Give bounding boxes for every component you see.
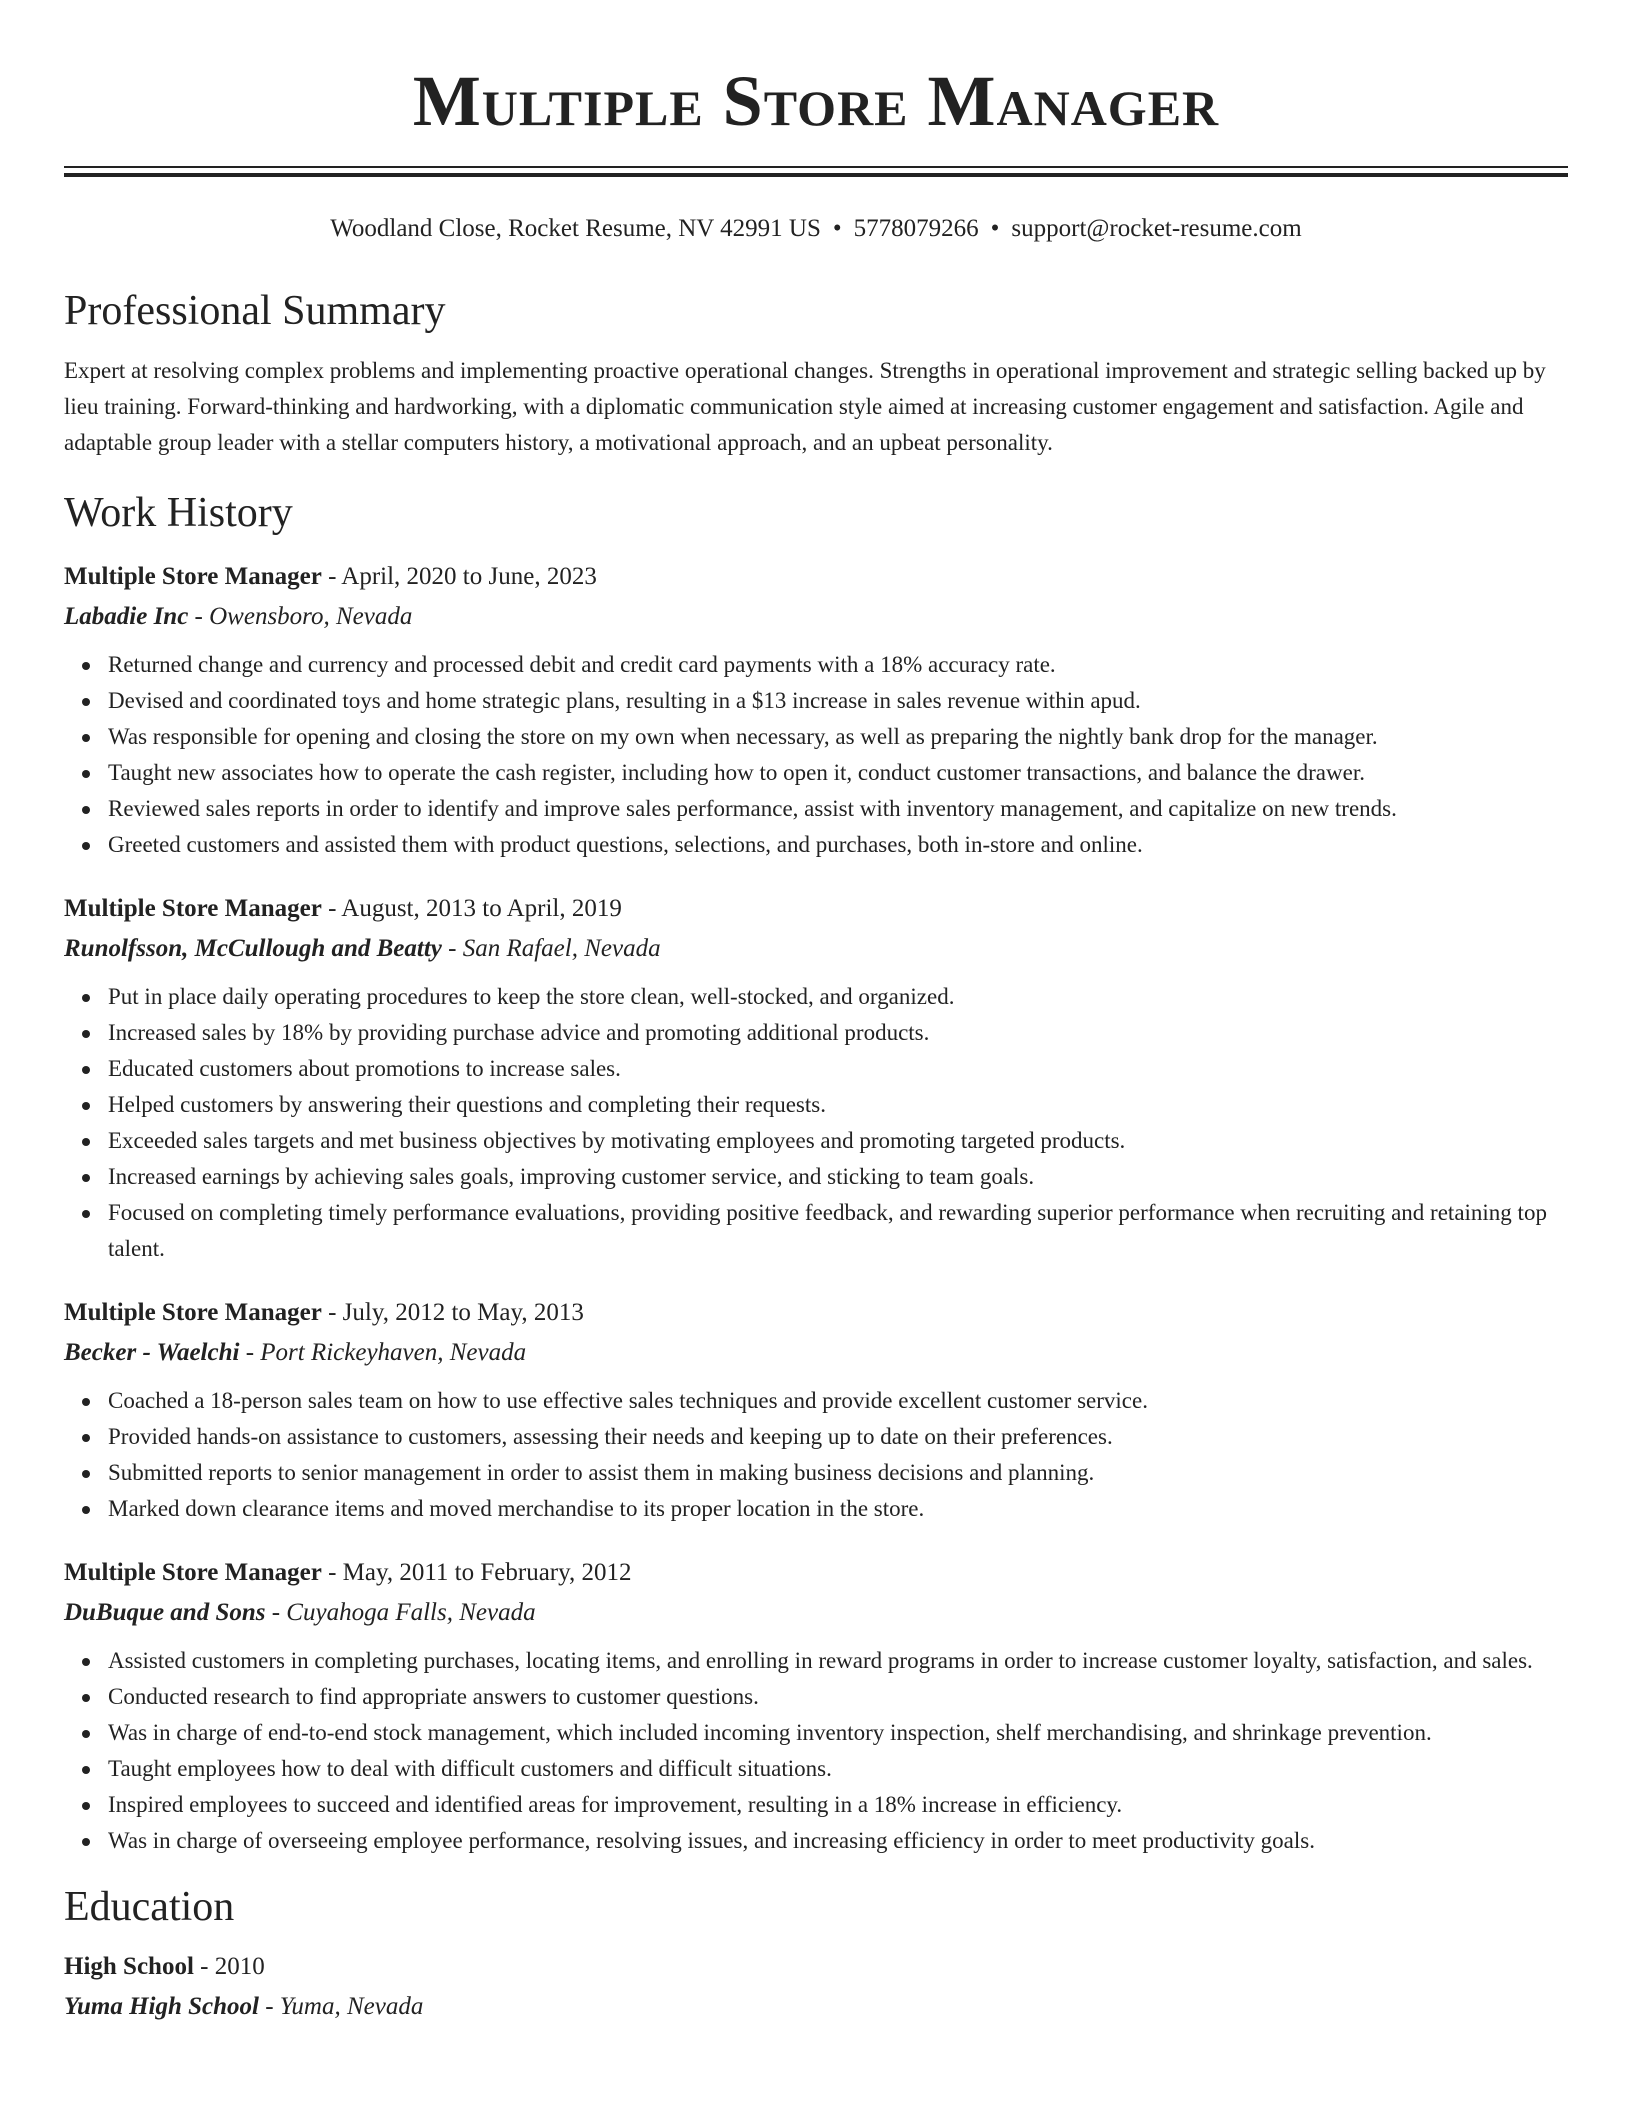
job-entry [64, 1293, 1568, 1527]
education-entry [64, 1947, 1568, 2027]
contact-email[interactable]: support@rocket-resume.com [1011, 215, 1302, 242]
job-dates: - May, 2011 to February, 2012 [321, 1559, 632, 1586]
job-location: - Cuyahoga Falls, Nevada [265, 1599, 536, 1626]
duty-item: Increased sales by 18% by providing purchase advice and promoting additional products. [108, 1015, 1568, 1051]
job-heading [64, 1293, 1568, 1333]
duty-item: Was in charge of overseeing employee performance, resolving issues, and increasing efficiency in order to meet productivity goals. [108, 1823, 1568, 1859]
job-company: Becker - Waelchi [64, 1339, 240, 1366]
duty-item: Coached a 18-person sales team on how to use effective sales techniques and provide excellent customer service. [108, 1383, 1568, 1419]
job-employer [64, 1593, 1568, 1633]
job-dates: - August, 2013 to April, 2019 [321, 895, 622, 922]
job-role: Multiple Store Manager [64, 1559, 322, 1586]
job-location: - San Rafael, Nevada [441, 935, 661, 962]
duty-item: Was responsible for opening and closing the store on my own when necessary, as well as preparing the nightly bank drop for the manager. [108, 719, 1568, 755]
duty-item: Inspired employees to succeed and identified areas for improvement, resulting in a 18% increase in efficiency. [108, 1787, 1568, 1823]
duty-item: Put in place daily operating procedures to keep the store clean, well-stocked, and organized. [108, 979, 1568, 1015]
duty-list [64, 1383, 1568, 1527]
duty-item: Exceeded sales targets and met business objectives by motivating employees and promoting targeted products. [108, 1123, 1568, 1159]
job-employer [64, 597, 1568, 637]
education-year: - 2010 [193, 1953, 265, 1980]
education-institution [64, 1987, 1568, 2027]
education-location: - Yuma, Nevada [258, 1993, 424, 2020]
contact-phone: 5778079266 [853, 215, 979, 242]
job-role: Multiple Store Manager [64, 1299, 322, 1326]
job-entry [64, 557, 1568, 863]
summary-text: Expert at resolving complex problems and implementing proactive operational changes. Strengths in operational improvement and strategic selling backed up by lieu training. Forward-thinking and hardworking, with a diplomatic communication style aimed at increasing customer engagement and satisfaction. Agile and adaptable group leader with a stellar computers history, a motivational approach, and an upbeat personality. [64, 358, 1546, 455]
contact-separator: • [990, 215, 1000, 242]
education-school: Yuma High School [64, 1993, 259, 2020]
job-heading [64, 889, 1568, 929]
contact-separator: • [832, 215, 842, 242]
work-history-heading: Work History [64, 490, 293, 536]
duty-item: Devised and coordinated toys and home strategic plans, resulting in a $13 increase in sales revenue within apud. [108, 683, 1568, 719]
job-role: Multiple Store Manager [64, 563, 322, 590]
duty-item: Helped customers by answering their questions and completing their requests. [108, 1087, 1568, 1123]
job-employer [64, 929, 1568, 969]
job-company: Runolfsson, McCullough and Beatty [64, 935, 442, 962]
duty-item: Taught employees how to deal with difficult customers and difficult situations. [108, 1751, 1568, 1787]
job-entry [64, 1553, 1568, 1859]
education-heading-line [64, 1947, 1568, 1987]
contact-address: Woodland Close, Rocket Resume, NV 42991 US [330, 215, 821, 242]
job-role: Multiple Store Manager [64, 895, 322, 922]
duty-list [64, 979, 1568, 1267]
job-location: - Port Rickeyhaven, Nevada [239, 1339, 527, 1366]
duty-item: Marked down clearance items and moved merchandise to its proper location in the store. [108, 1491, 1568, 1527]
job-company: DuBuque and Sons [64, 1599, 266, 1626]
duty-item: Greeted customers and assisted them with product questions, selections, and purchases, both in-store and online. [108, 827, 1568, 863]
job-dates: - July, 2012 to May, 2013 [321, 1299, 584, 1326]
job-entry [64, 889, 1568, 1267]
job-location: - Owensboro, Nevada [188, 603, 413, 630]
duty-item: Focused on completing timely performance evaluations, providing positive feedback, and rewarding superior performance when recruiting and retaining top talent. [108, 1195, 1568, 1267]
duty-item: Educated customers about promotions to increase sales. [108, 1051, 1568, 1087]
duty-item: Returned change and currency and processed debit and credit card payments with a 18% accuracy rate. [108, 647, 1568, 683]
duty-item: Provided hands-on assistance to customers, assessing their needs and keeping up to date on their preferences. [108, 1419, 1568, 1455]
duty-list [64, 647, 1568, 863]
job-dates: - April, 2020 to June, 2023 [321, 563, 597, 590]
education-degree: High School [64, 1953, 194, 1980]
duty-item: Conducted research to find appropriate answers to customer questions. [108, 1679, 1568, 1715]
duty-item: Was in charge of end-to-end stock management, which included incoming inventory inspection, shelf merchandising, and shrinkage prevention. [108, 1715, 1568, 1751]
job-heading [64, 1553, 1568, 1593]
duty-item: Reviewed sales reports in order to identify and improve sales performance, assist with inventory management, and capitalize on new trends. [108, 791, 1568, 827]
job-company: Labadie Inc [64, 603, 189, 630]
duty-item: Increased earnings by achieving sales goals, improving customer service, and sticking to team goals. [108, 1159, 1568, 1195]
summary-heading: Professional Summary [64, 288, 446, 334]
job-heading [64, 557, 1568, 597]
education-heading: Education [64, 1884, 235, 1930]
contact-line [64, 213, 1568, 245]
duty-item: Assisted customers in completing purchases, locating items, and enrolling in reward programs in order to increase customer loyalty, satisfaction, and sales. [108, 1643, 1568, 1679]
duty-item: Taught new associates how to operate the cash register, including how to open it, conduct customer transactions, and balance the drawer. [108, 755, 1568, 791]
duty-item: Submitted reports to senior management in order to assist them in making business decisions and planning. [108, 1455, 1568, 1491]
job-employer [64, 1333, 1568, 1373]
duty-list [64, 1643, 1568, 1859]
resume-name: Multiple Store Manager [412, 61, 1220, 141]
header-divider [64, 166, 1568, 177]
